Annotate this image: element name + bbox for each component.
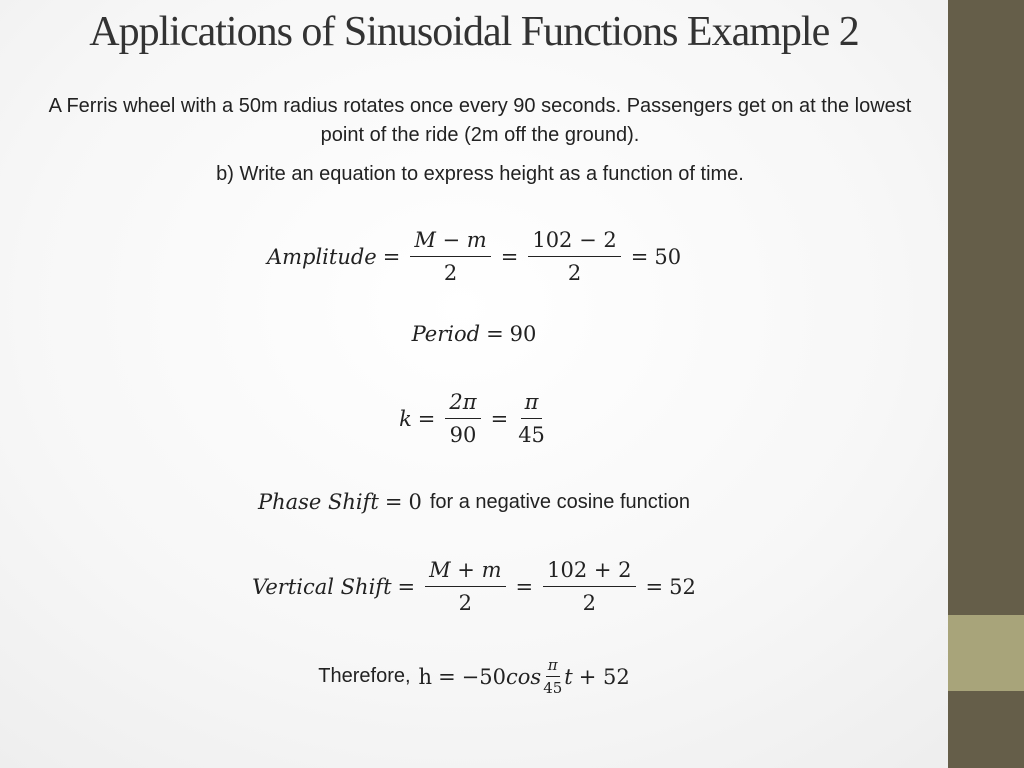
amplitude-result: 50 bbox=[654, 244, 682, 269]
phase-shift-note: for a negative cosine function bbox=[429, 490, 691, 513]
amplitude-fraction-1 bbox=[410, 228, 490, 285]
equals-sign: = bbox=[486, 322, 504, 346]
equals-sign: = bbox=[630, 244, 649, 269]
fraction-denominator: 45 bbox=[543, 679, 563, 697]
fraction-denominator: 90 bbox=[449, 423, 477, 447]
equals-sign: = bbox=[417, 406, 436, 431]
equals-sign: = bbox=[382, 244, 401, 269]
slide-title: Applications of Sinusoidal Functions Example 2 bbox=[89, 9, 859, 55]
final-tail: + 52 bbox=[578, 664, 630, 689]
k-fraction-2 bbox=[518, 390, 545, 447]
fraction-denominator: 45 bbox=[518, 423, 545, 447]
phase-shift-label: Phase Shift bbox=[257, 490, 379, 514]
vertical-shift-equation bbox=[0, 558, 948, 615]
period-equation bbox=[0, 322, 948, 346]
phase-shift-equation bbox=[0, 490, 948, 514]
amplitude-equation bbox=[0, 228, 948, 285]
period-label: Period bbox=[411, 322, 481, 346]
fraction-numerator: π bbox=[546, 656, 560, 677]
final-variable: t bbox=[564, 664, 573, 689]
final-equation bbox=[0, 656, 948, 697]
fraction-denominator: 2 bbox=[443, 261, 458, 285]
vertical-shift-fraction-2 bbox=[543, 558, 635, 615]
final-lhs: h bbox=[418, 664, 433, 689]
k-label: k bbox=[399, 406, 412, 431]
fraction-numerator: 102 − 2 bbox=[528, 228, 620, 257]
fraction-numerator: π bbox=[521, 390, 543, 419]
final-function: cos bbox=[506, 664, 542, 689]
vertical-shift-fraction-1 bbox=[425, 558, 505, 615]
equals-sign: = bbox=[397, 574, 416, 599]
equals-sign: = bbox=[500, 244, 519, 269]
fraction-denominator: 2 bbox=[582, 591, 596, 615]
k-fraction-1 bbox=[445, 390, 480, 447]
fraction-numerator: 2π bbox=[445, 390, 480, 419]
question-text: b) Write an equation to express height as a function of time. bbox=[216, 163, 744, 185]
equals-sign: = bbox=[515, 574, 534, 599]
sidebar-accent-block bbox=[948, 615, 1024, 691]
final-coefficient: −50 bbox=[461, 664, 506, 689]
fraction-numerator: M − m bbox=[410, 228, 490, 257]
fraction-denominator: 2 bbox=[458, 591, 472, 615]
equals-sign: = bbox=[645, 574, 664, 599]
k-equation bbox=[0, 390, 948, 447]
fraction-denominator: 2 bbox=[567, 261, 582, 285]
final-fraction bbox=[543, 656, 562, 697]
equals-sign: = bbox=[438, 664, 456, 689]
vertical-shift-label: Vertical Shift bbox=[252, 574, 392, 599]
vertical-shift-result: 52 bbox=[669, 574, 696, 599]
fraction-numerator: 102 + 2 bbox=[543, 558, 635, 587]
equals-sign: = bbox=[490, 406, 509, 431]
phase-shift-result: 0 bbox=[408, 490, 422, 514]
amplitude-fraction-2 bbox=[528, 228, 620, 285]
problem-text: A Ferris wheel with a 50m radius rotates once every 90 seconds. Passengers get on at the lowest point of the ride (2m off the ground). bbox=[48, 95, 912, 146]
period-result: 90 bbox=[509, 322, 537, 346]
fraction-numerator: M + m bbox=[425, 558, 505, 587]
amplitude-label: Amplitude bbox=[266, 244, 377, 269]
final-prefix: Therefore, bbox=[318, 665, 411, 687]
equals-sign: = bbox=[384, 490, 403, 514]
